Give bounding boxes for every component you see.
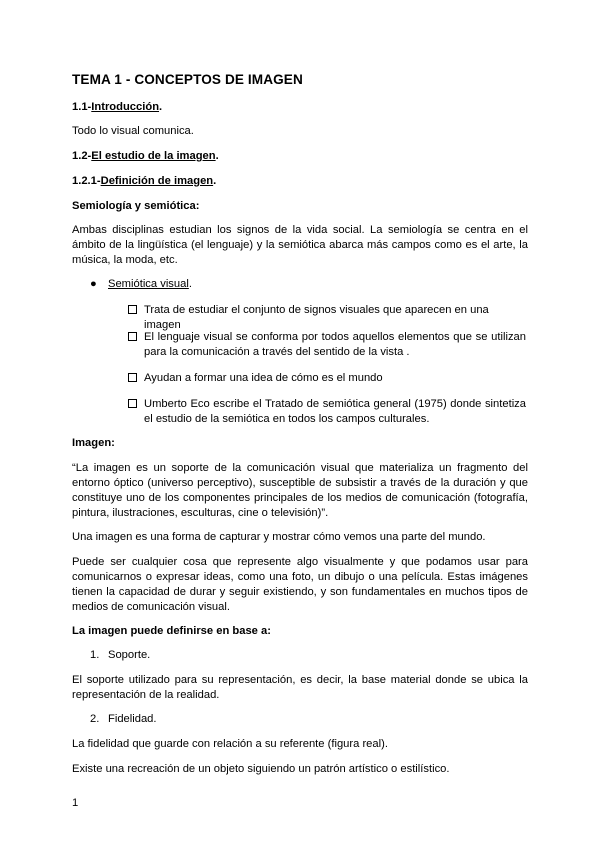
semiologia-heading: Semiología y semiótica:	[72, 200, 200, 212]
checklist-item: Umberto Eco escribe el Tratado de semiótica general (1975) donde sintetiza el estudio de la semiótica en todos los campos culturales.	[144, 398, 526, 425]
checklist-item: Ayudan a formar una idea de cómo es el mundo	[144, 372, 383, 384]
section-title: Introducción	[91, 101, 160, 113]
section-heading-1-1	[72, 100, 528, 115]
list-item-soporte: Soporte.	[108, 649, 151, 661]
intro-text: Todo lo visual comunica.	[72, 125, 194, 137]
bullet-label: Semiótica visual	[108, 278, 189, 290]
checkbox-icon	[128, 332, 137, 341]
section-heading-1-2-1	[72, 174, 528, 189]
checkbox-icon	[128, 373, 137, 382]
checkbox-icon	[128, 399, 137, 408]
fidelidad-paragraph-1: La fidelidad que guarde con relación a su referente (figura real).	[72, 738, 388, 750]
semiologia-paragraph: Ambas disciplinas estudian los signos de la vida social. La semiología se centra en el ámbito de la lingüística (el lenguaje) y la semiótica abarca más campos como es el arte, la música, la moda, etc.	[72, 224, 528, 266]
page-number: 1	[72, 797, 79, 809]
bullet-icon: ●	[90, 278, 97, 290]
section-number: 1.1-	[72, 101, 92, 113]
section-dot: .	[215, 150, 219, 162]
checklist-item: Trata de estudiar el conjunto de signos visuales que aparecen en una imagen	[144, 304, 489, 331]
bullet-item-semiotica-visual	[108, 277, 192, 292]
section-heading-1-2	[72, 149, 528, 164]
imagen-heading: Imagen:	[72, 437, 115, 449]
imagen-paragraph-2: Puede ser cualquier cosa que represente algo visualmente y que podamos usar para comunicarnos o expresar ideas, como una foto, un dibujo o una película. Estas imágenes tienen la capacidad de durar y seguir existiendo, y son fundamentales en muchos tipos de medios de comunicación visual.	[72, 556, 528, 613]
fidelidad-paragraph-2: Existe una recreación de un objeto siguiendo un patrón artístico o estilístico.	[72, 763, 450, 775]
page-title: TEMA 1 - CONCEPTOS DE IMAGEN	[72, 72, 303, 87]
bullet-dot: .	[188, 278, 192, 290]
checkbox-icon	[128, 305, 137, 314]
section-dot: .	[159, 101, 163, 113]
section-title: Definición de imagen	[100, 175, 214, 187]
list-number: 1.	[90, 649, 100, 661]
definicion-heading: La imagen puede definirse en base a:	[72, 625, 271, 637]
imagen-paragraph-1: Una imagen es una forma de capturar y mostrar cómo vemos una parte del mundo.	[72, 531, 486, 543]
list-item-fidelidad: Fidelidad.	[108, 713, 157, 725]
section-dot: .	[213, 175, 217, 187]
section-title: El estudio de la imagen	[91, 150, 216, 162]
list-number: 2.	[90, 713, 100, 725]
soporte-paragraph: El soporte utilizado para su representación, es decir, la base material donde se ubica la representación de la realidad.	[72, 674, 528, 701]
section-number: 1.2-	[72, 150, 92, 162]
checklist-item: El lenguaje visual se conforma por todos aquellos elementos que se utilizan para la comunicación a través del sentido de la vista .	[144, 331, 526, 358]
section-number: 1.2.1-	[72, 175, 101, 187]
imagen-quote: “La imagen es un soporte de la comunicación visual que materializa un fragmento del entorno óptico (universo perceptivo), susceptible de subsistir a través de la duración y que constituye uno de los componentes principales de los medios de comunicación (fotografía, pintura, ilustraciones, esculturas, cine o televisión)”.	[72, 462, 528, 519]
